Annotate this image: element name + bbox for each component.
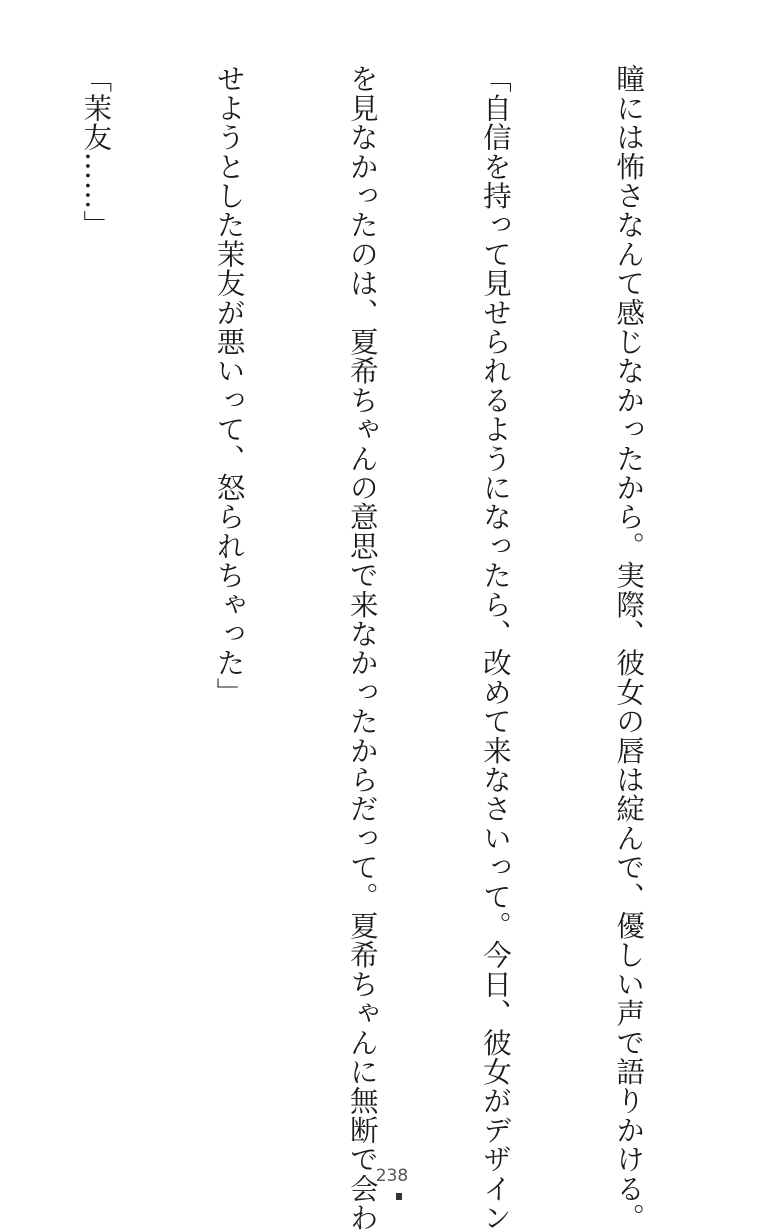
page-number: 238 [375,1166,409,1186]
text-line: 瞳には怖さなんて感じなかったから。実際、彼女の唇は綻んで、優しい声で語りかける。 [612,64,647,1232]
text-line: せようとした茉友が悪いって、怒られちゃった」 [212,64,247,707]
text-line: 「茉友……」 [79,64,114,240]
page-edge-mark [396,1193,402,1200]
text-line: 「自信を持って見せられるようになったら、改めて来なさいって。今日、彼女がデザイン [478,64,513,1232]
text-line: を見なかったのは、夏希ちゃんの意思で来なかったからだって。夏希ちゃんに無断で会わ [345,64,380,1232]
